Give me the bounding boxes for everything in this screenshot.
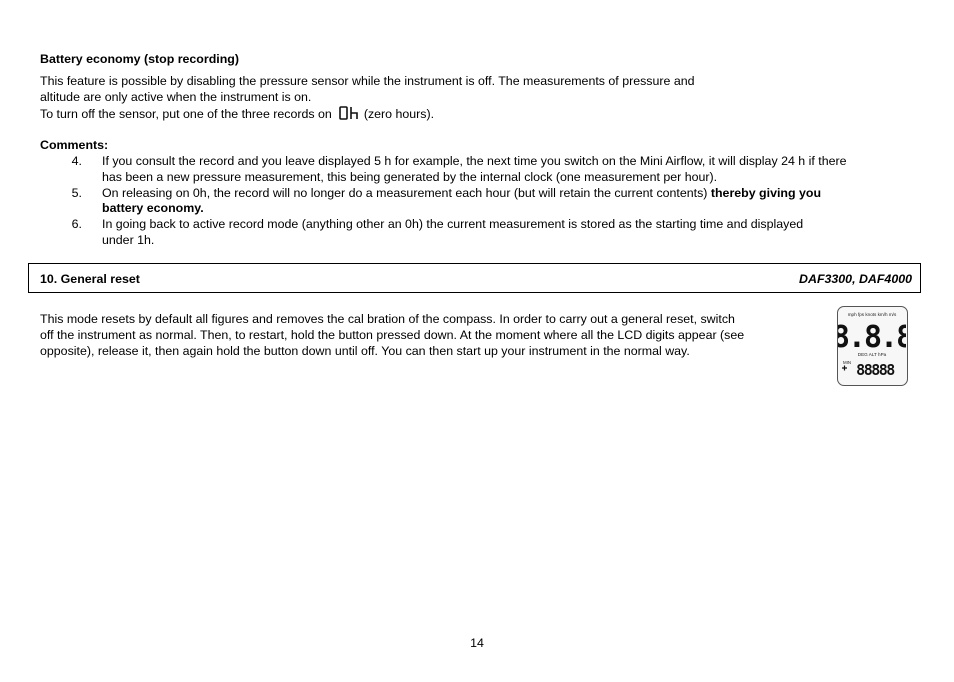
comment-4-line2: has been a new pressure measurement, this being generated by the internal clock (one measurement per hour). bbox=[102, 170, 718, 184]
lcd-top-units: mph fps knots km/h m/s bbox=[847, 312, 897, 317]
lcd-mid-labels: DEG ALT hPa bbox=[857, 352, 887, 357]
lcd-small-digits: 88888 bbox=[856, 361, 894, 379]
comment-number: 5. bbox=[71, 186, 82, 200]
lcd-display-all-segments-icon bbox=[838, 307, 906, 384]
zero-hours-text: (zero hours). bbox=[363, 107, 435, 121]
comment-4-line1: If you consult the record and you leave displayed 5 h for example, the next time you switch on the Mini Airflow, it will display 24 h if there bbox=[102, 154, 847, 168]
lcd-min-label: MIN bbox=[843, 360, 852, 365]
comment-6-line2: under 1h. bbox=[102, 233, 155, 247]
comment-5-line1 bbox=[102, 185, 821, 201]
section-title: 10. General reset bbox=[40, 272, 140, 286]
battery-para-line1: This feature is possible by disabling the pressure sensor while the instrument is off. The measurements of pressure and bbox=[40, 74, 695, 88]
comment-5-text: On releasing on 0h, the record will no longer do a measurement each hour (but will retain the current contents) bbox=[102, 186, 708, 200]
lcd-display-image bbox=[837, 306, 908, 386]
section-models: DAF3300, DAF4000 bbox=[799, 272, 912, 286]
comment-5-line2: battery economy. bbox=[102, 201, 204, 215]
battery-economy-heading: Battery economy (stop recording) bbox=[40, 52, 239, 66]
comment-number: 6. bbox=[71, 217, 82, 231]
comments-heading: Comments: bbox=[40, 138, 109, 152]
comment-number: 4. bbox=[71, 154, 82, 168]
turn-off-text: To turn off the sensor, put one of the three records on bbox=[40, 107, 332, 121]
lcd-big-digits: 8.8.8 bbox=[838, 320, 906, 355]
page-number: 14 bbox=[470, 636, 484, 650]
battery-para-line2: altitude are only active when the instrument is on. bbox=[40, 90, 312, 104]
turn-off-line bbox=[40, 105, 434, 125]
comment-5-bold: thereby giving you bbox=[710, 186, 822, 200]
comment-6-line1: In going back to active record mode (anything other an 0h) the current measurement is stored as the starting time and displayed bbox=[102, 217, 804, 231]
lcd-sign-icon bbox=[842, 366, 847, 371]
reset-para-line3: opposite), release it, then again hold the button down until off. You can then start up your instrument in the normal way. bbox=[40, 344, 690, 358]
reset-para-line2: off the instrument as normal. Then, to restart, hold the button pressed down. At the moment where all the LCD digits appear (see bbox=[40, 328, 745, 342]
zero-hours-icon bbox=[338, 105, 362, 125]
general-reset-header-box bbox=[28, 263, 921, 293]
reset-para-line1: This mode resets by default all figures and removes the cal bration of the compass. In order to carry out a general reset, switch bbox=[40, 312, 735, 326]
